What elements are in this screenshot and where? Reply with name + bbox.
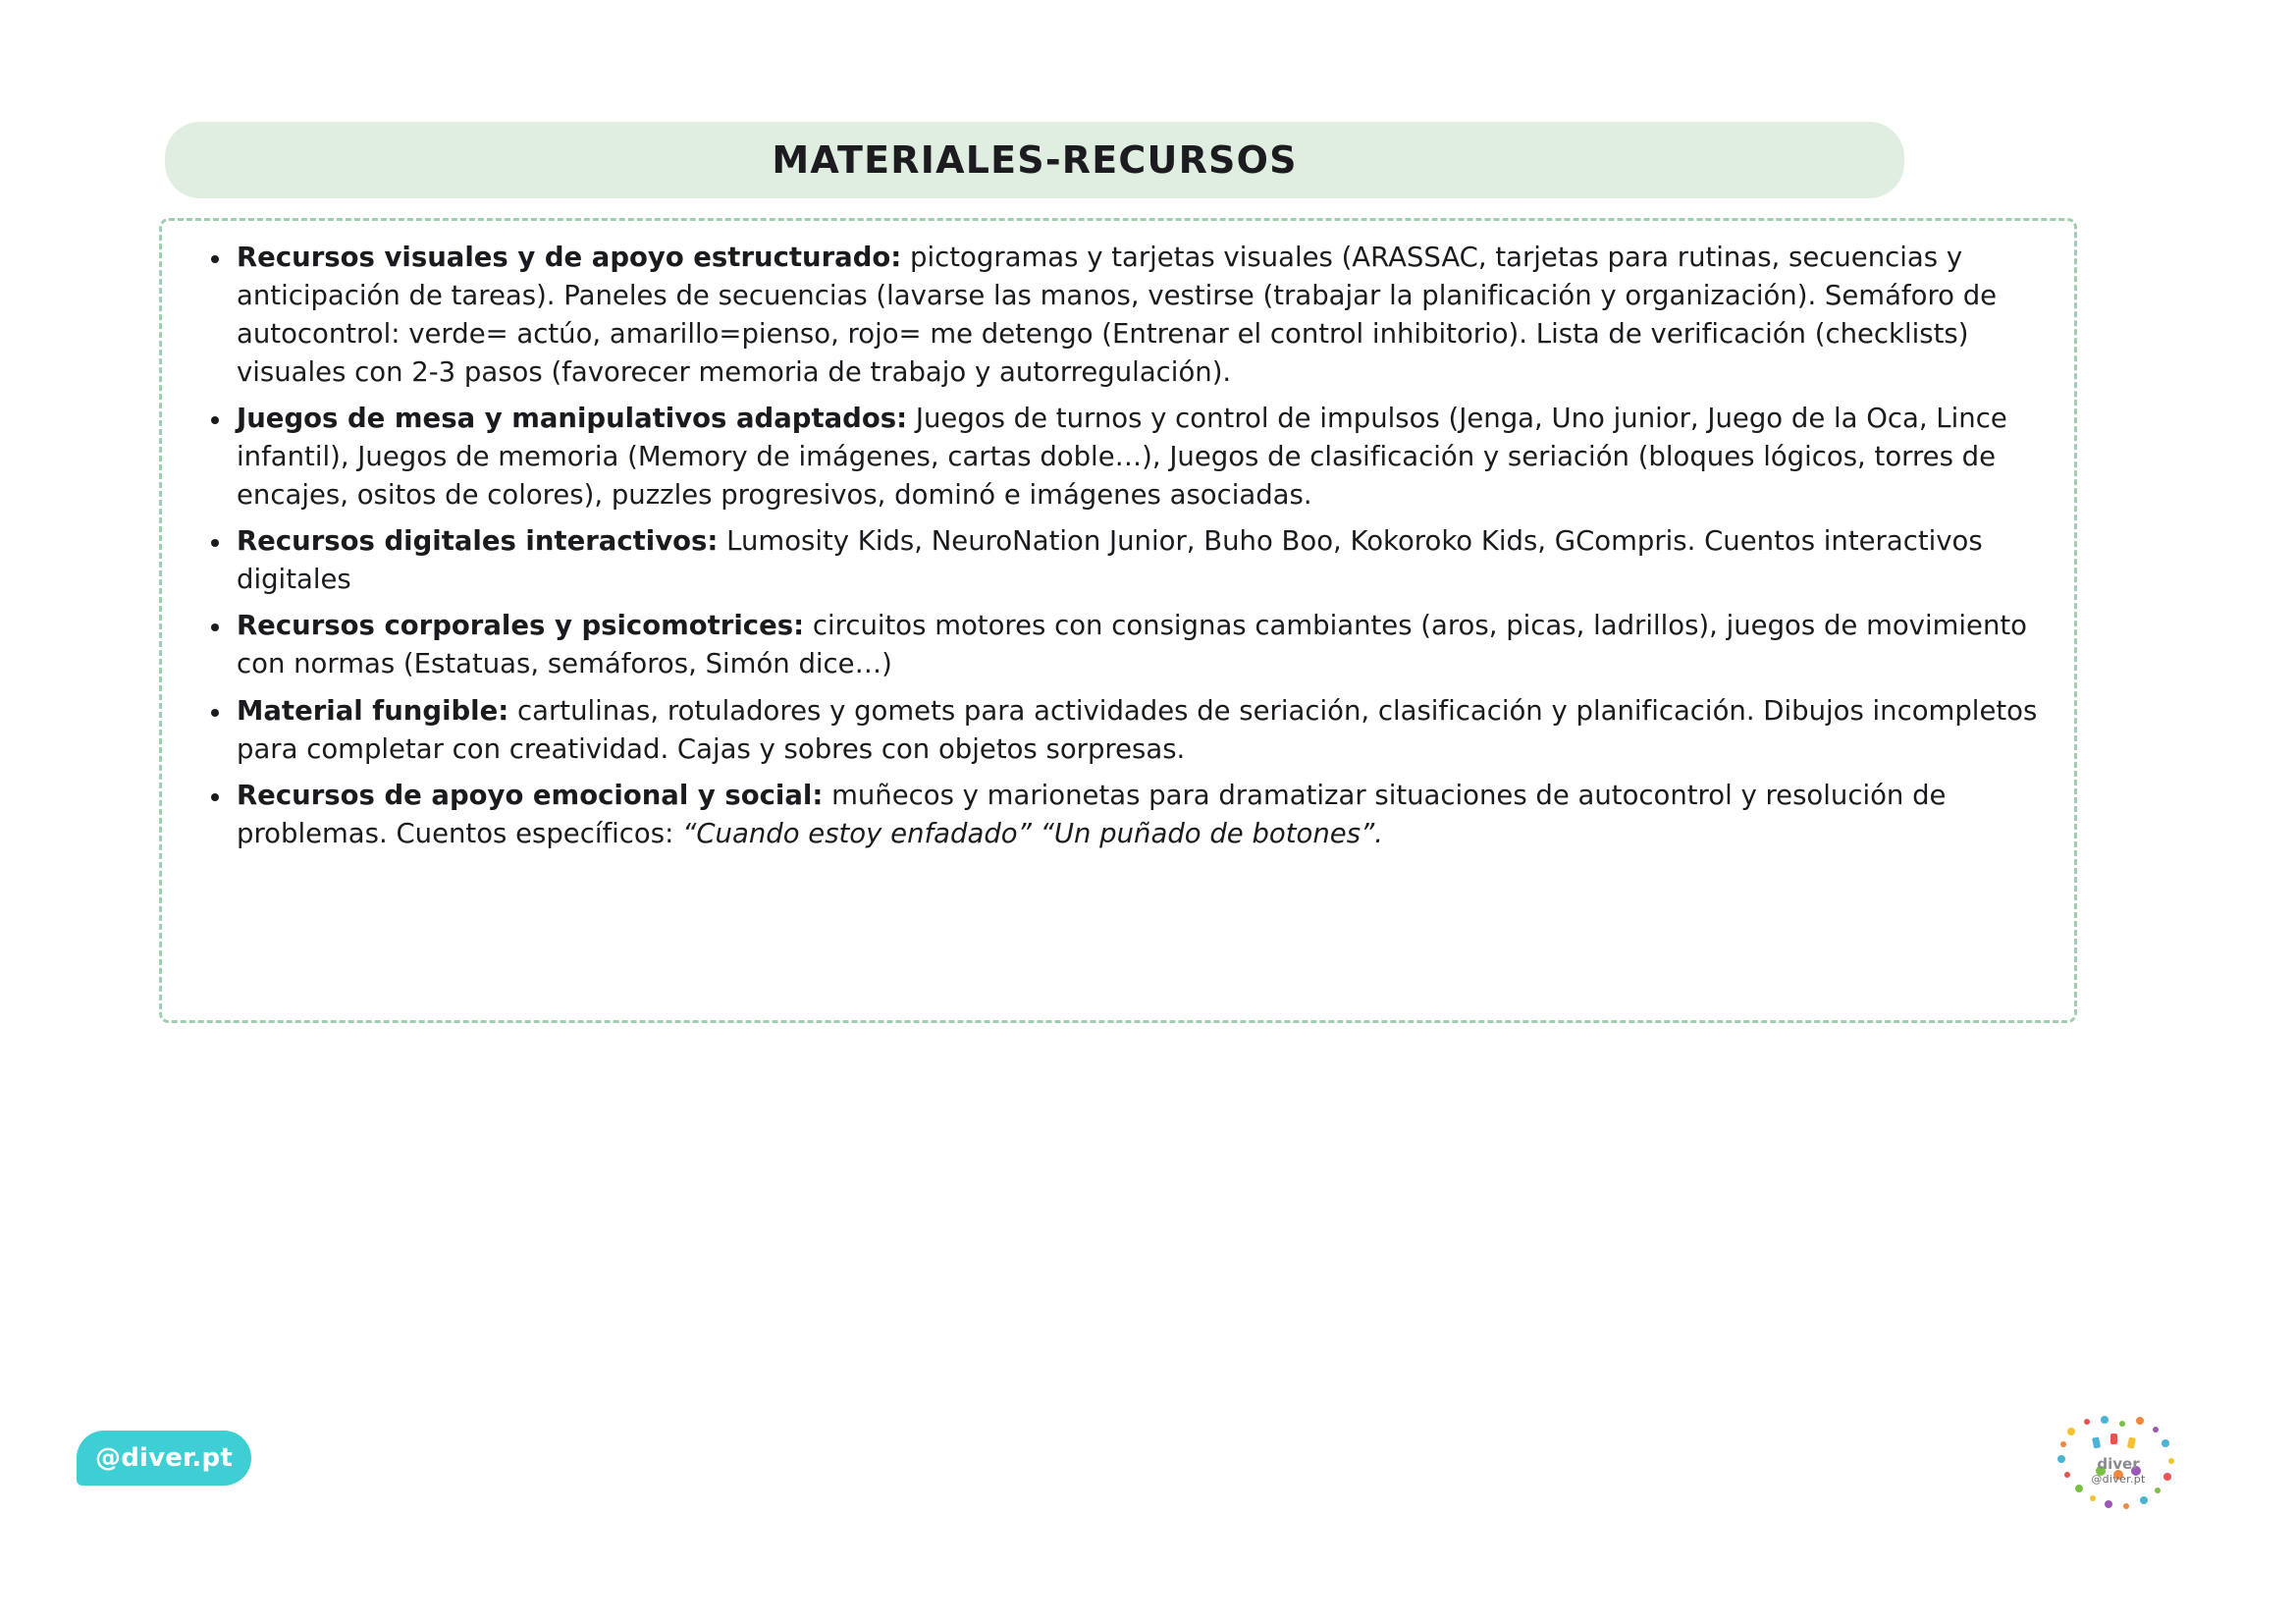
list-item-lead: Recursos corporales y psicomotrices: bbox=[237, 610, 805, 642]
title-banner bbox=[165, 122, 1904, 198]
list-item-body: muñecos y marionetas para dramatizar situaciones de autocontrol y resolución de problemas. Cuentos específicos: bbox=[237, 779, 1947, 849]
list-item-body: circuitos motores con consignas cambiantes (aros, picas, ladrillos), juegos de movimiento con normas (Estatuas, semáforos, Simón dice…) bbox=[237, 610, 2027, 680]
list-item-quote: “Cuando estoy enfadado” “Un puñado de botones”. bbox=[682, 817, 1384, 849]
list-item-body: pictogramas y tarjetas visuales (ARASSAC, tarjetas para rutinas, secuencias y anticipación de tareas). Paneles de secuencias (lavarse las manos, vestirse (trabajar la planificación y organización). Semáforo de autocontrol: verde= actúo, amarillo=pienso, rojo= me detengo (Entrenar el control inhibitorio). Lista de verificación (checklists) visuales con 2-3 pasos (favorecer memoria de trabajo y autorregulación). bbox=[237, 242, 1998, 389]
list-item bbox=[195, 607, 2041, 683]
list-item bbox=[195, 522, 2041, 599]
handle-text: @diver.pt bbox=[95, 1443, 233, 1473]
list-item bbox=[195, 777, 2041, 853]
list-item bbox=[195, 400, 2041, 514]
handle-badge bbox=[77, 1431, 251, 1486]
list-item-lead: Material fungible: bbox=[237, 694, 509, 727]
list-item-body: Lumosity Kids, NeuroNation Junior, Buho Boo, Kokoroko Kids, GCompris. Cuentos interactivos digitales bbox=[237, 525, 1983, 596]
list-item-body: Juegos de turnos y control de impulsos (Jenga, Uno junior, Juego de la Oca, Lince infantil), Juegos de memoria (Memory de imágenes, cartas doble…), Juegos de clasificación y seriación (bloques lógicos, torres de encajes, ositos de colores), puzzles progresivos, dominó e imágenes asociadas. bbox=[237, 403, 2007, 512]
logo-word: diver bbox=[2097, 1455, 2140, 1473]
list-item bbox=[195, 692, 2041, 769]
logo-handle: @diver.pt bbox=[2091, 1473, 2146, 1486]
list-item-body: cartulinas, rotuladores y gomets para actividades de seriación, clasificación y planificación. Dibujos incompletos para completar con creatividad. Cajas y sobres con objetos sorpresas. bbox=[237, 694, 2038, 765]
list-item-lead: Juegos de mesa y manipulativos adaptados: bbox=[237, 403, 908, 435]
resources-list bbox=[195, 239, 2041, 853]
page-title: MATERIALES-RECURSOS bbox=[772, 138, 1298, 182]
content-box bbox=[159, 218, 2077, 1023]
list-item-lead: Recursos digitales interactivos: bbox=[237, 525, 719, 558]
list-item-lead: Recursos visuales y de apoyo estructurado: bbox=[237, 242, 902, 273]
list-item bbox=[195, 239, 2041, 392]
brand-logo bbox=[2050, 1412, 2187, 1526]
list-item-lead: Recursos de apoyo emocional y social: bbox=[237, 779, 824, 811]
